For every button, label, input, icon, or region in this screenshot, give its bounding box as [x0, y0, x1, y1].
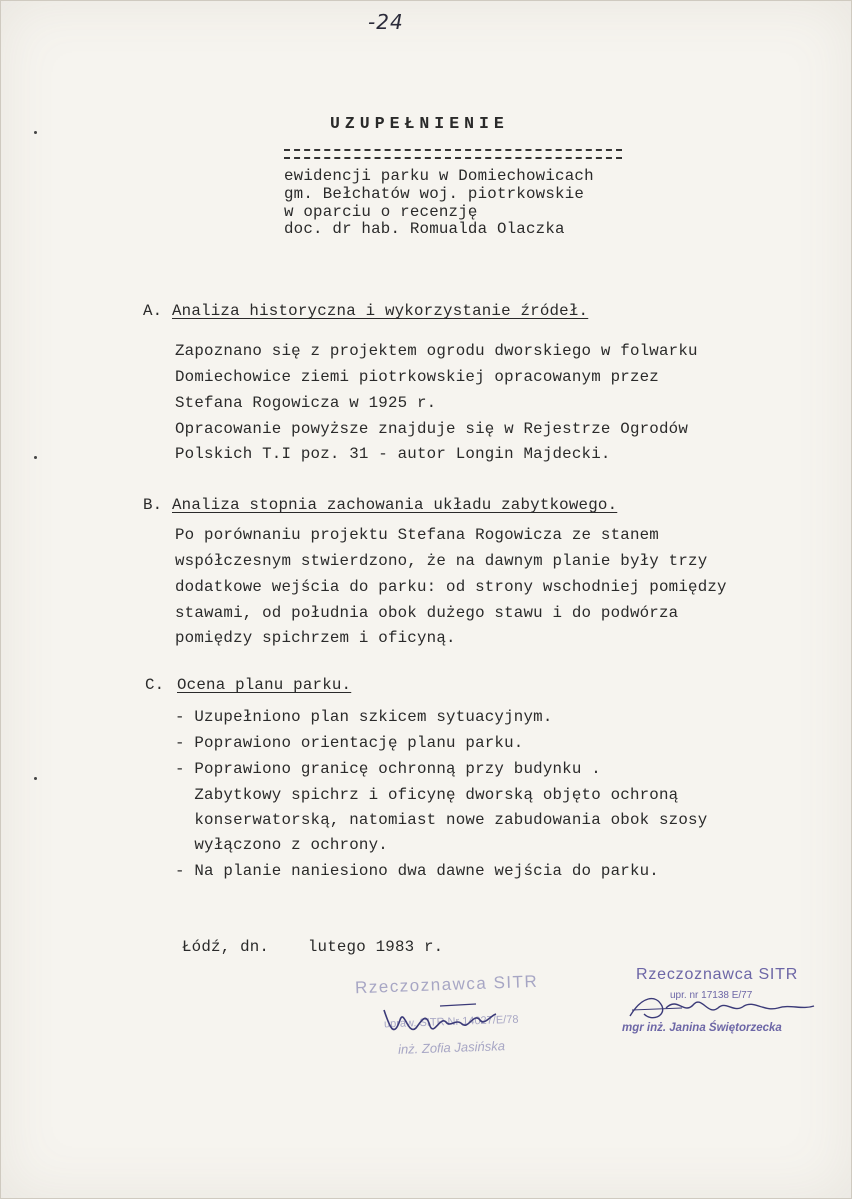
section-heading: Ocena planu parku.	[177, 676, 352, 694]
section-line: Polskich T.I poz. 31 - autor Longin Majdecki.	[175, 445, 611, 463]
subtitle-line: w oparciu o recenzję	[284, 203, 478, 221]
section-line: - Uzupełniono plan szkicem sytuacyjnym.	[175, 708, 553, 726]
section-line: Stefana Rogowicza w 1925 r.	[175, 394, 437, 412]
margin-mark	[34, 456, 37, 459]
margin-mark	[34, 131, 37, 134]
signature-left	[380, 998, 530, 1048]
section-line: - Na planie naniesiono dwa dawne wejścia do parku.	[175, 862, 659, 880]
stamp-number: upraw. SITR Nr 14027/E/78	[383, 1013, 519, 1031]
section-line: - Poprawiono granicę ochronną przy budynku .	[175, 760, 601, 778]
stamp-number: upr. nr 17138 E/77	[670, 990, 753, 1001]
section-line: współczesnym stwierdzono, że na dawnym planie były trzy	[175, 552, 708, 570]
section-line: Zabytkowy spichrz i oficynę dworską objęto ochroną	[175, 786, 679, 804]
subtitle-line: doc. dr hab. Romualda Olaczka	[284, 220, 565, 238]
stamp-name: inż. Zofia Jasińska	[397, 1038, 506, 1057]
signature-right	[622, 986, 822, 1030]
section-letter: B.	[143, 496, 163, 514]
section-line: konserwatorską, natomiast nowe zabudowania obok szosy	[175, 811, 708, 829]
section-line: stawami, od południa obok dużego stawu i do podwórza	[175, 604, 679, 622]
section-letter: C.	[145, 676, 165, 694]
stamp-name: mgr inż. Janina Świętorzecka	[622, 1022, 782, 1034]
section-line: Opracowanie powyższe znajduje się w Rejestrze Ogrodów	[175, 420, 689, 438]
margin-mark	[34, 777, 37, 780]
document-title: UZUPEŁNIENIE	[330, 114, 509, 133]
section-line: wyłączono z ochrony.	[175, 836, 388, 854]
subtitle-line: ewidencji parku w Domiechowicach	[284, 167, 594, 185]
section-letter: A.	[143, 302, 163, 320]
section-line: Zapoznano się z projektem ogrodu dworskiego w folwarku	[175, 342, 698, 360]
section-line: - Poprawiono orientację planu parku.	[175, 734, 524, 752]
section-heading: Analiza historyczna i wykorzystanie źródeł.	[172, 302, 589, 320]
page-number: -24	[368, 10, 404, 34]
section-line: Po porównaniu projektu Stefana Rogowicza ze stanem	[175, 526, 659, 544]
section-line: pomiędzy spichrzem i oficyną.	[175, 629, 456, 647]
section-heading: Analiza stopnia zachowania układu zabytkowego.	[172, 496, 618, 514]
subtitle-line: gm. Bełchatów woj. piotrkowskie	[284, 185, 585, 203]
title-double-underline	[284, 149, 622, 159]
section-line: Domiechowice ziemi piotrkowskiej opracowanym przez	[175, 368, 659, 386]
section-line: dodatkowe wejścia do parku: od strony wschodniej pomiędzy	[175, 578, 727, 596]
stamp-title: Rzeczoznawca SITR	[636, 966, 799, 983]
stamp-title: Rzeczoznawca SITR	[354, 971, 539, 998]
date-line: Łódź, dn. lutego 1983 r.	[182, 938, 444, 956]
